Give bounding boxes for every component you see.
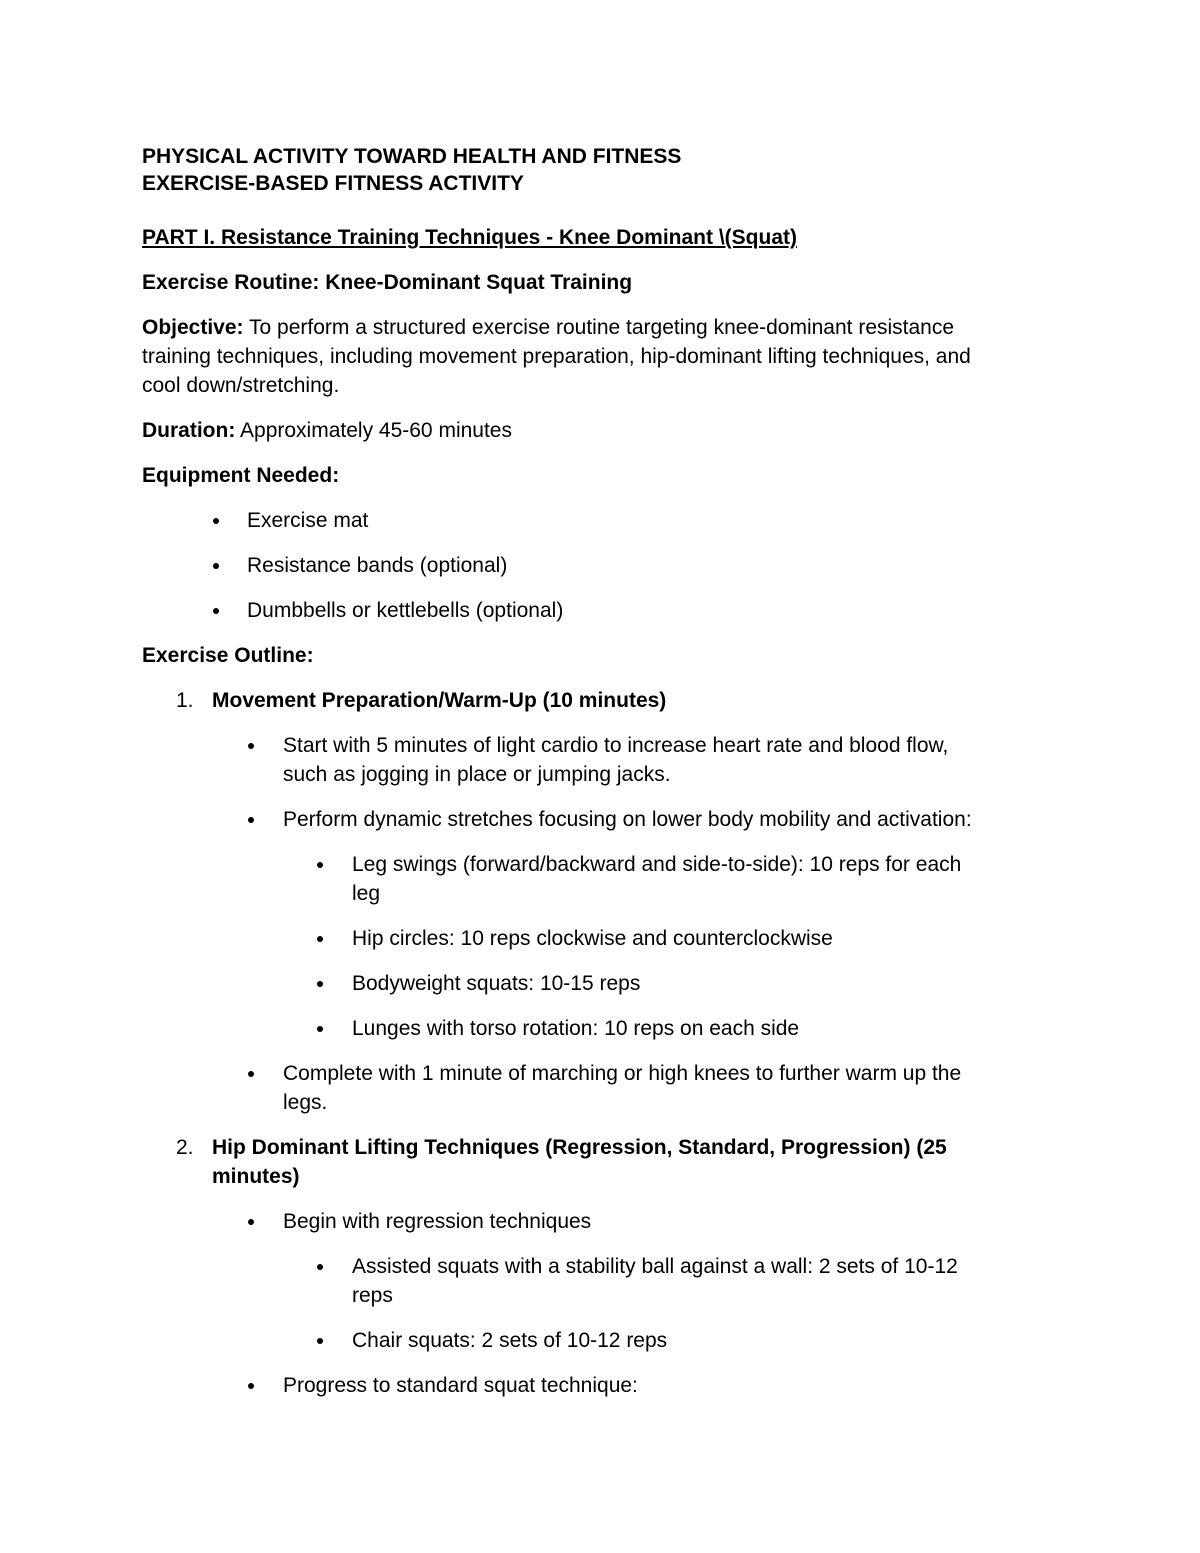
warmup-cardio-line-2: such as jogging in place or jumping jacks.	[283, 763, 671, 786]
bullet-icon	[317, 981, 323, 987]
lunges-item: Lunges with torso rotation: 10 reps on each side	[352, 1017, 800, 1040]
title-line-1: PHYSICAL ACTIVITY TOWARD HEALTH AND FITNESS	[142, 145, 682, 168]
duration-label: Duration:	[142, 419, 236, 442]
objective-text-1: To perform a structured exercise routine targeting knee-dominant resistance	[249, 316, 955, 339]
equipment-item: Dumbbells or kettlebells (optional)	[247, 599, 564, 622]
section-1-number: 1.	[176, 689, 194, 712]
dynamic-stretches-item: Perform dynamic stretches focusing on lower body mobility and activation:	[283, 808, 972, 831]
duration-value: Approximately 45-60 minutes	[240, 419, 512, 442]
objective-line-1	[142, 317, 954, 338]
bullet-icon	[213, 563, 219, 569]
warmup-cardio-line-1: Start with 5 minutes of light cardio to increase heart rate and blood flow,	[283, 734, 949, 757]
assisted-squats-line-1: Assisted squats with a stability ball against a wall: 2 sets of 10-12	[352, 1255, 958, 1278]
equipment-heading: Equipment Needed:	[142, 464, 340, 487]
section-2-title-line-1: Hip Dominant Lifting Techniques (Regression, Standard, Progression) (25	[212, 1136, 947, 1159]
bullet-icon	[317, 1264, 323, 1270]
bullet-icon	[317, 862, 323, 868]
leg-swings-line-1: Leg swings (forward/backward and side-to-side): 10 reps for each	[352, 853, 962, 876]
bullet-icon	[248, 1383, 254, 1389]
duration-line	[142, 420, 512, 441]
routine-heading: Exercise Routine: Knee-Dominant Squat Training	[142, 271, 633, 294]
part-heading: PART I. Resistance Training Techniques - Knee Dominant \(Squat)	[142, 226, 797, 249]
bullet-icon	[317, 936, 323, 942]
objective-label: Objective:	[142, 316, 244, 339]
bullet-icon	[317, 1338, 323, 1344]
bullet-icon	[317, 1026, 323, 1032]
equipment-item: Exercise mat	[247, 509, 369, 532]
marching-line-1: Complete with 1 minute of marching or high knees to further warm up the	[283, 1062, 962, 1085]
bullet-icon	[248, 817, 254, 823]
objective-line-2: training techniques, including movement preparation, hip-dominant lifting techniques, and	[142, 345, 971, 368]
outline-heading: Exercise Outline:	[142, 644, 314, 667]
bullet-icon	[248, 1071, 254, 1077]
bodyweight-squats-item: Bodyweight squats: 10-15 reps	[352, 972, 641, 995]
bullet-icon	[248, 743, 254, 749]
chair-squats-item: Chair squats: 2 sets of 10-12 reps	[352, 1329, 668, 1352]
bullet-icon	[248, 1219, 254, 1225]
assisted-squats-line-2: reps	[352, 1284, 393, 1307]
marching-line-2: legs.	[283, 1091, 328, 1114]
standard-squat-item: Progress to standard squat technique:	[283, 1374, 638, 1397]
section-2-title-line-2: minutes)	[212, 1165, 300, 1188]
regression-item: Begin with regression techniques	[283, 1210, 592, 1233]
title-line-2: EXERCISE-BASED FITNESS ACTIVITY	[142, 172, 524, 195]
leg-swings-line-2: leg	[352, 882, 381, 905]
hip-circles-item: Hip circles: 10 reps clockwise and counterclockwise	[352, 927, 833, 950]
section-1-title: Movement Preparation/Warm-Up (10 minutes)	[212, 689, 667, 712]
section-2-number: 2.	[176, 1136, 194, 1159]
bullet-icon	[213, 518, 219, 524]
equipment-item: Resistance bands (optional)	[247, 554, 508, 577]
objective-line-3: cool down/stretching.	[142, 374, 340, 397]
bullet-icon	[213, 608, 219, 614]
